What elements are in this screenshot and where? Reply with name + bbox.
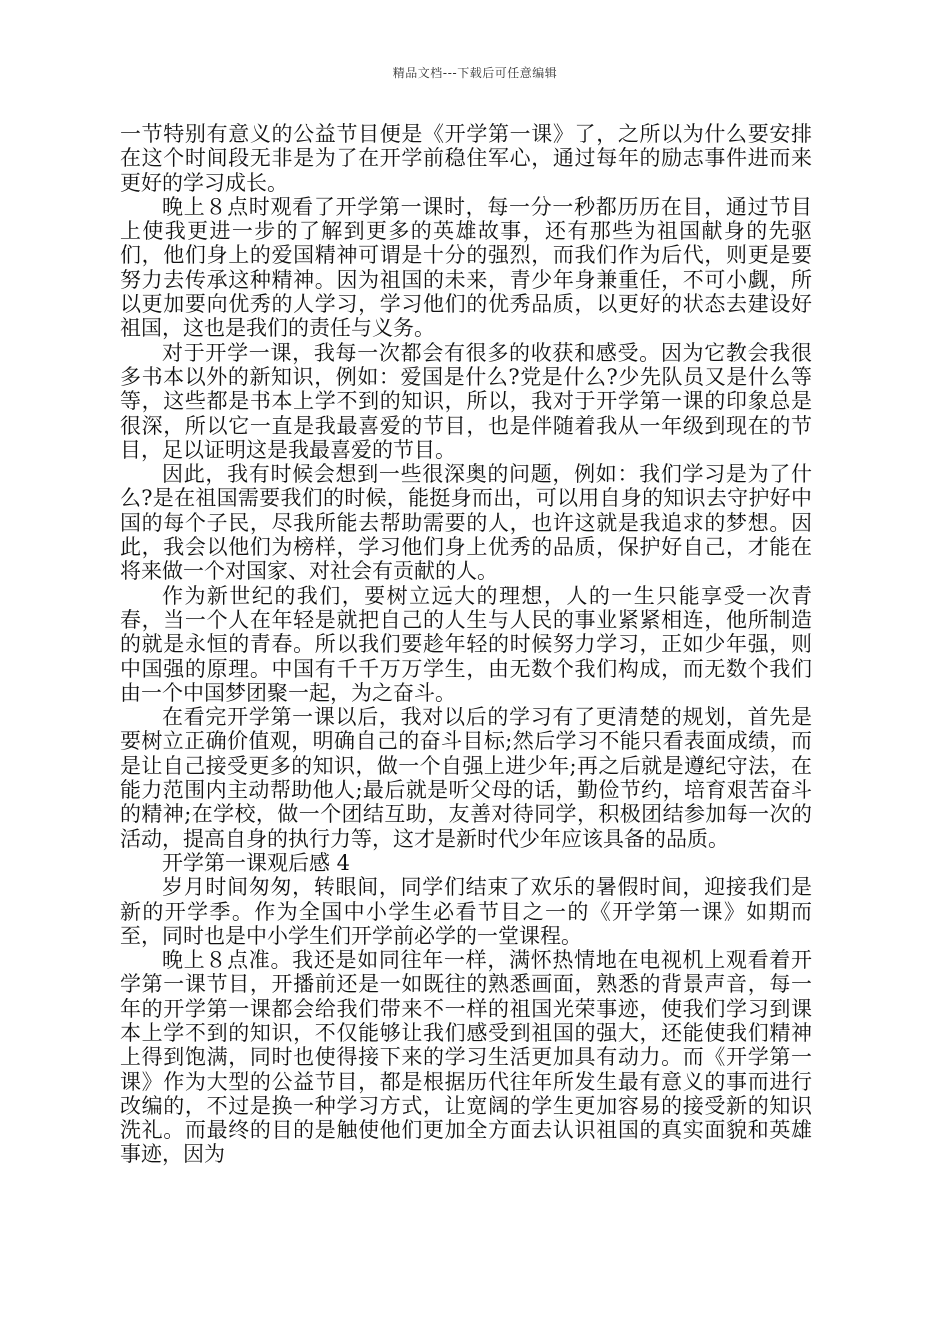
paragraph: 作为新世纪的我们，要树立远大的理想，人的一生只能享受一次青春，当一个人在年轻是就把自己的人生与人民的事业紧紧相连，他所制造的就是永恒的青春。所以我们要趁年轻的时候努力学习，正如少年强，则中国强的原理。中国有千千万万学生，由无数个我们构成，而无数个我们由一个中国梦团聚一起，为之奋斗。	[120, 583, 812, 705]
section-heading: 开学第一课观后感 4	[162, 850, 351, 875]
paragraph: 晚上８点准。我还是如同往年一样，满怀热情地在电视机上观看着开学第一课节目，开播前还是一如既往的熟悉画面，熟悉的背景声音，每一年的开学第一课都会给我们带来不一样的祖国光荣事迹，使我们学习到课本上学不到的知识，不仅能够让我们感受到祖国的强大，还能使我们精神上得到饱满，同时也使得接下来的学习生活更加具有动力。而《开学第一课》作为大型的公益节目，都是根据历代往年所发生最有意义的事而进行改编的，不过是换一种学习方式，让宽阔的学生更加容易的接受新的知识洗礼。而最终的目的是触使他们更加全方面去认识祖国的真实面貌和英雄事迹，因为	[120, 948, 812, 1167]
paragraph: 晚上８点时观看了开学第一课时，每一分一秒都历历在目，通过节目上使我更进一步的了解到更多的英雄故事，还有那些为祖国献身的先驱们，他们身上的爱国精神可谓是十分的强烈，而我们作为后代，则更是要努力去传承这种精神。因为祖国的未来，青少年身兼重任，不可小觑，所以更加要向优秀的人学习，学习他们的优秀品质，以更好的状态去建设好祖国，这也是我们的责任与义务。	[120, 194, 812, 341]
paragraph: 因此，我有时候会想到一些很深奥的问题，例如：我们学习是为了什么?是在祖国需要我们的时候，能挺身而出，可以用自身的知识去守护好中国的每个子民，尽我所能去帮助需要的人，也许这就是我追求的梦想。因此，我会以他们为榜样，学习他们身上优秀的品质，保护好自己，才能在将来做一个对国家、对社会有贡献的人。	[120, 462, 812, 584]
paragraph: 在看完开学第一课以后，我对以后的学习有了更清楚的规划，首先是要树立正确价值观，明确自己的奋斗目标;然后学习不能只看表面成绩，而是让自己接受更多的知识，做一个自强上进少年;再之后就是遵纪守法，在能力范围内主动帮助他人;最后就是听父母的话，勤俭节约，培育艰苦奋斗的精神;在学校，做一个团结互助，友善对待同学，积极团结参加每一次的活动，提高自身的执行力等，这才是新时代少年应该具备的品质。	[120, 705, 812, 851]
page-header: 精品文档---下载后可任意编辑	[392, 66, 558, 80]
document-body	[120, 122, 812, 1167]
paragraph: 对于开学一课，我每一次都会有很多的收获和感受。因为它教会我很多书本以外的新知识，例如：爱国是什么?党是什么?少先队员又是什么等等，这些都是书本上学不到的知识，所以，我对于开学第一课的印象总是很深，所以它一直是我最喜爱的节目，也是伴随着我从一年级到现在的节目，足以证明这是我最喜爱的节目。	[120, 340, 812, 462]
paragraph-continuation: 一节特别有意义的公益节目便是《开学第一课》了，之所以为什么要安排在这个时间段无非是为了在开学前稳住军心，通过每年的励志事件进而来更好的学习成长。	[120, 122, 812, 195]
paragraph: 岁月时间匆匆，转眼间，同学们结束了欢乐的暑假时间，迎接我们是新的开学季。作为全国中小学生必看节目之一的《开学第一课》如期而至，同时也是中小学生们开学前必学的一堂课程。	[120, 875, 812, 948]
